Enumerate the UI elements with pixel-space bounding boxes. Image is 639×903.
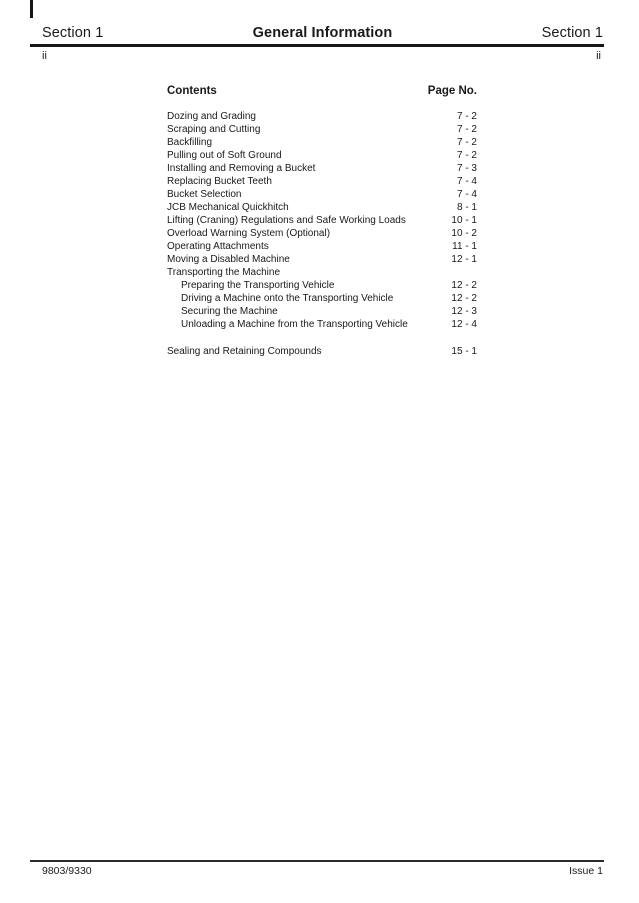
toc-entry-page: 7 - 2 [456,124,477,135]
toc-entry-page: 8 - 1 [456,202,477,213]
publication-number: 9803/9330 [42,865,92,877]
toc-entry-page: 7 - 4 [456,189,477,200]
toc-entry [167,227,477,240]
page-marker-right: ii [596,50,601,62]
toc-entry [167,214,477,227]
toc-entry-label: Preparing the Transporting Vehicle [181,280,335,291]
toc-entry-label: Pulling out of Soft Ground [167,150,282,161]
toc-entry-page: 15 - 1 [451,346,477,357]
toc-entry [167,253,477,266]
toc-entry-page: 10 - 2 [451,228,477,239]
toc-entry [167,318,477,331]
footer-rule [30,860,604,862]
toc-entry-label: Driving a Machine onto the Transporting Vehicle [181,293,394,304]
toc-entry [167,175,477,188]
toc-entry-page: 11 - 1 [452,241,477,252]
toc-entry-label: Operating Attachments [167,241,269,252]
toc-header-row [167,85,477,98]
toc-entry-label: Replacing Bucket Teeth [167,176,272,187]
contents-heading: Contents [167,85,217,97]
toc-entry-page: 10 - 1 [451,215,477,226]
page-footer [42,865,603,877]
toc-entry-page: 7 - 3 [456,163,477,174]
page-marker-row [42,50,601,62]
toc-entry-label: Scraping and Cutting [167,124,261,135]
toc-entry-label: Dozing and Grading [167,111,256,122]
toc-entry [167,305,477,318]
page-marker-left: ii [42,50,47,62]
toc-entry-page: 12 - 3 [451,306,477,317]
issue-label: Issue 1 [569,865,603,877]
toc-entry-label: Unloading a Machine from the Transporting Vehicle [181,319,408,330]
table-of-contents [167,85,477,358]
toc-entry [167,279,477,292]
toc-entry-label: Bucket Selection [167,189,242,200]
toc-entry [167,292,477,305]
page-header [42,25,603,41]
toc-entry-label: Installing and Removing a Bucket [167,163,316,174]
toc-entry-label: Backfilling [167,137,213,148]
toc-entry-page: 12 - 2 [451,293,477,304]
toc-entry [167,136,477,149]
toc-entry-list [167,110,477,358]
toc-entry-label: Lifting (Craning) Regulations and Safe Working Loads [167,215,406,226]
toc-entry [167,110,477,123]
toc-entry [167,201,477,214]
page-no-heading: Page No. [427,85,477,97]
toc-entry-label: Transporting the Machine [167,267,281,278]
toc-entry [167,240,477,253]
toc-entry-label: Securing the Machine [181,306,278,317]
toc-entry [167,123,477,136]
toc-entry-label: Sealing and Retaining Compounds [167,346,322,357]
top-left-crop-mark [30,0,33,18]
toc-entry-page: 7 - 4 [456,176,477,187]
toc-entry [167,149,477,162]
toc-entry-page: 12 - 2 [451,280,477,291]
toc-entry-page: 7 - 2 [456,111,477,122]
toc-entry [167,188,477,201]
toc-entry-page: 7 - 2 [456,137,477,148]
toc-entry [167,345,477,358]
toc-entry-page: 7 - 2 [456,150,477,161]
header-section-left: Section 1 [42,25,104,41]
toc-entry [167,162,477,175]
toc-entry-page: 12 - 4 [451,319,477,330]
header-rule [30,44,604,47]
toc-entry [167,266,477,279]
toc-entry-page: 12 - 1 [451,254,477,265]
toc-entry-label: Overload Warning System (Optional) [167,228,331,239]
header-section-right: Section 1 [541,25,604,41]
page-title: General Information [252,25,393,41]
toc-entry-label: JCB Mechanical Quickhitch [167,202,289,213]
toc-entry-label: Moving a Disabled Machine [167,254,290,265]
